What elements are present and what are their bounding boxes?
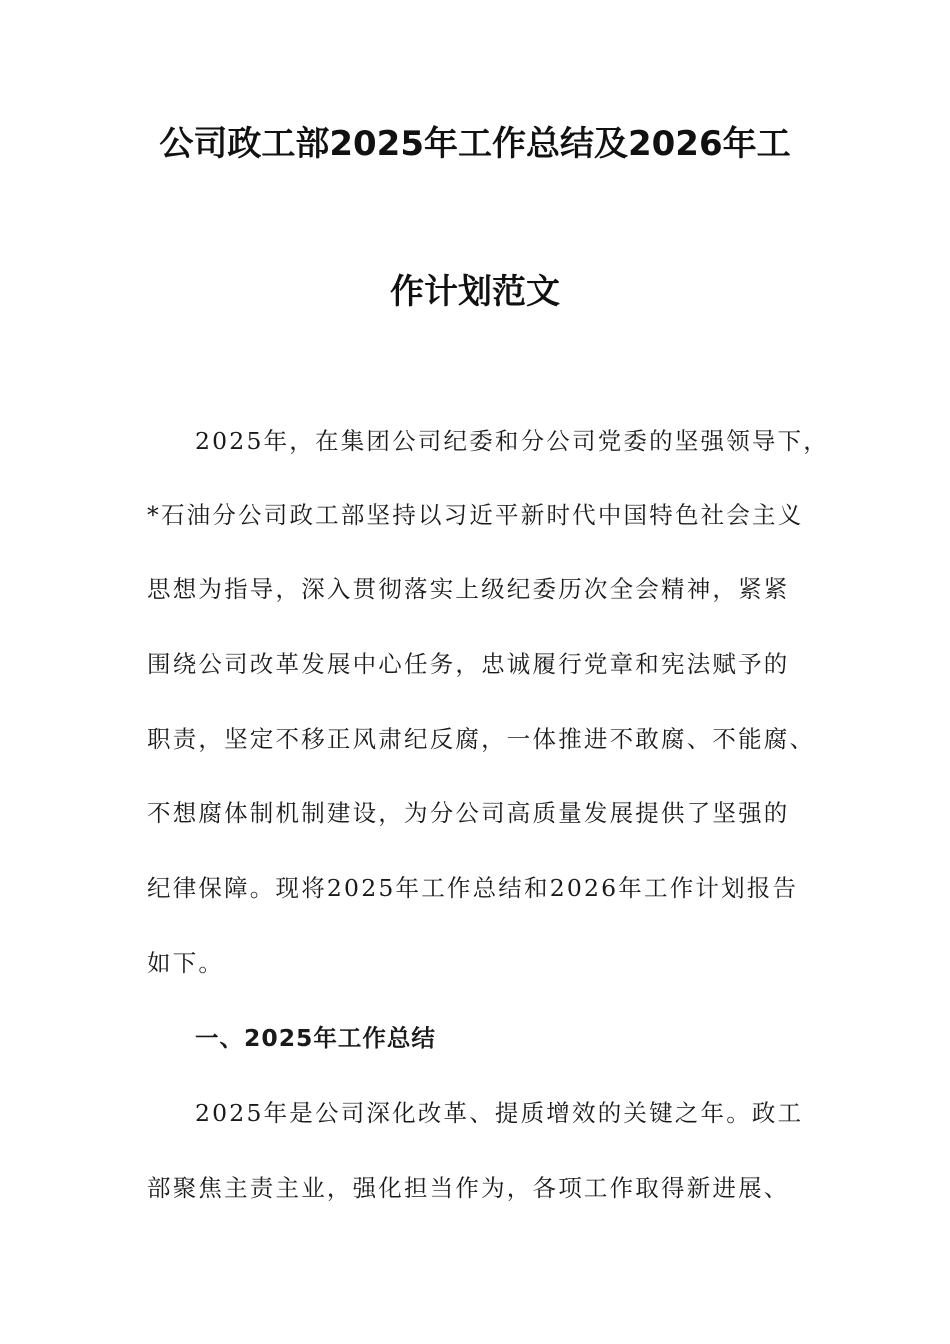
intro-line-2: *石油分公司政工部坚持以习近平新时代中国特色社会主义 — [147, 501, 804, 529]
section-line-1: 2025年是公司深化改革、提质增效的关键之年。政工 — [195, 1099, 804, 1127]
section-heading: 一、2025年工作总结 — [195, 1024, 436, 1052]
section-line-2: 部聚焦主责主业，强化担当作为，各项工作取得新进展、 — [147, 1174, 790, 1202]
intro-line-4: 围绕公司改革发展中心任务，忠诚履行党章和宪法赋予的 — [147, 650, 790, 678]
intro-line-6: 不想腐体制机制建设，为分公司高质量发展提供了坚强的 — [147, 799, 790, 827]
intro-line-7: 纪律保障。现将2025年工作总结和2026年工作计划报告 — [147, 874, 799, 902]
document-title-line-2: 作计划范文 — [390, 272, 560, 312]
intro-line-5: 职责，坚定不移正风肃纪反腐，一体推进不敢腐、不能腐、 — [147, 725, 816, 753]
intro-line-3: 思想为指导，深入贯彻落实上级纪委历次全会精神，紧紧 — [147, 575, 790, 603]
intro-line-1: 2025年，在集团公司纪委和分公司党委的坚强领导下， — [195, 427, 830, 455]
document-title-line-1: 公司政工部2025年工作总结及2026年工 — [159, 124, 791, 164]
intro-line-8: 如下。 — [147, 949, 225, 977]
